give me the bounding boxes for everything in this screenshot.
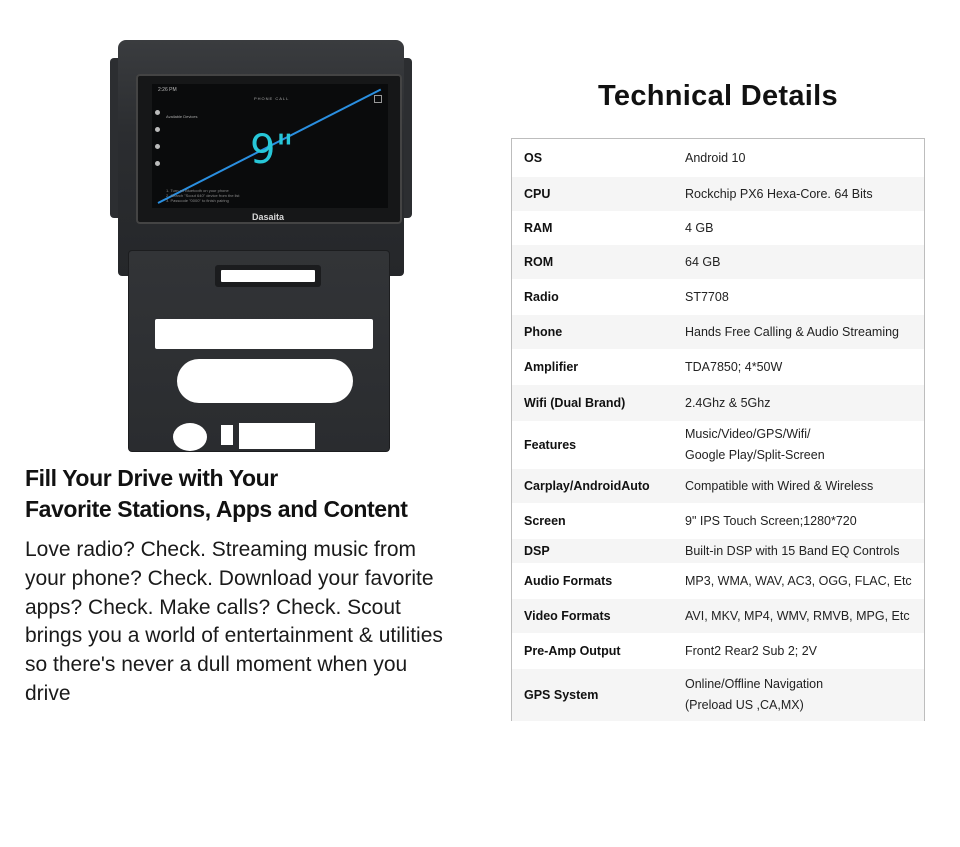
spec-key: Screen	[524, 514, 566, 528]
spec-value	[685, 218, 921, 239]
knob-cutout	[177, 359, 353, 403]
spec-key: ROM	[524, 255, 554, 269]
spec-row	[512, 245, 924, 279]
headline-line-2: Favorite Stations, Apps and Content	[25, 496, 408, 522]
spec-value	[685, 674, 921, 716]
spec-row	[512, 385, 924, 421]
spec-value	[685, 252, 921, 273]
spec-row	[512, 315, 924, 349]
spec-row	[512, 563, 924, 599]
spec-value-line: Rockchip PX6 Hexa-Core. 64 Bits	[685, 186, 873, 201]
spec-key: Amplifier	[524, 360, 579, 374]
spec-row	[512, 633, 924, 669]
spec-value-line: Android 10	[685, 150, 746, 165]
spec-value-line: 2.4Ghz & 5Ghz	[685, 395, 771, 410]
spec-value-line: AVI, MKV, MP4, WMV, RMVB, MPG, Etc	[685, 608, 910, 623]
spec-table	[511, 138, 925, 721]
screen-size-label: 9"	[250, 127, 294, 173]
spec-row	[512, 177, 924, 211]
spec-key: Carplay/AndroidAuto	[524, 479, 650, 493]
spec-key: Features	[524, 438, 577, 452]
spec-row	[512, 539, 924, 563]
spec-value	[685, 357, 921, 378]
spec-key: Pre-Amp Output	[524, 644, 621, 658]
screen-instructions	[166, 188, 240, 203]
spec-key: Radio	[524, 290, 559, 304]
spec-value-line: TDA7850; 4*50W	[685, 359, 783, 374]
spec-row	[512, 349, 924, 385]
spec-value-line: Online/Offline Navigation	[685, 677, 824, 691]
spec-value-line: 64 GB	[685, 254, 721, 269]
climate-panel-frame	[128, 250, 390, 452]
marketing-body: Love radio? Check. Streaming music from your phone? Check. Download your favorite apps? Check. Make calls? Check. Scout brings you a world of entertainment & utilities so there's never a dull moment when you drive	[25, 538, 443, 705]
minus-icon	[155, 161, 160, 166]
button-cutout	[155, 319, 373, 349]
spec-row	[512, 279, 924, 315]
head-unit-bezel	[118, 40, 404, 276]
round-cutout	[173, 423, 207, 451]
spec-value-line: Front2 Rear2 Sub 2; 2V	[685, 643, 818, 658]
spec-key: Audio Formats	[524, 574, 613, 588]
head-unit-screen	[152, 84, 388, 208]
music-icon	[155, 127, 160, 132]
screen-devices-label: Available Devices	[166, 114, 198, 119]
spec-key: DSP	[524, 544, 550, 558]
spec-key: Video Formats	[524, 609, 611, 623]
brand-logo: Dasaita	[252, 212, 285, 222]
spec-row	[512, 421, 924, 469]
plus-icon	[155, 144, 160, 149]
headline-line-1: Fill Your Drive with Your	[25, 465, 278, 491]
spec-value-line: Music/Video/GPS/Wifi/	[685, 427, 811, 441]
spec-row	[512, 503, 924, 539]
screen-frame	[136, 74, 402, 224]
spec-value-line: 9" IPS Touch Screen;1280*720	[685, 513, 857, 528]
spec-value	[685, 287, 921, 308]
spec-value	[685, 322, 921, 343]
spec-value	[685, 148, 921, 169]
spec-value-line: Google Play/Split-Screen	[685, 448, 825, 462]
grid-icon	[374, 95, 382, 103]
spec-key: RAM	[524, 221, 553, 235]
spec-key: GPS System	[524, 688, 599, 702]
product-image	[110, 38, 412, 458]
spec-value	[685, 541, 921, 562]
spec-row	[512, 139, 924, 177]
screen-side-icons	[155, 110, 163, 178]
spec-value	[685, 641, 921, 662]
screen-instruction-3: 3. Passcode "0000" to finish pairing	[166, 198, 229, 203]
spec-value	[685, 511, 921, 532]
spec-value	[685, 476, 921, 497]
spec-value	[685, 424, 921, 466]
home-icon	[155, 110, 160, 115]
screen-time: 2:26 PM	[158, 87, 177, 93]
spec-value	[685, 571, 921, 592]
spec-value-line: MP3, WMA, WAV, AC3, OGG, FLAC, Etc	[685, 573, 912, 588]
spec-value-line: Compatible with Wired & Wireless	[685, 478, 874, 493]
screen-call-label: PHONE CALL	[254, 96, 290, 101]
marketing-headline	[25, 463, 455, 525]
spec-value	[685, 606, 921, 627]
spec-row	[512, 469, 924, 503]
spec-key: Wifi (Dual Brand)	[524, 396, 626, 410]
spec-value-line: (Preload US ,CA,MX)	[685, 698, 804, 712]
spec-value	[685, 184, 921, 205]
spec-value-line: 4 GB	[685, 220, 714, 235]
spec-value	[685, 393, 921, 414]
screen-instruction-2: 2. Search "Scout 640" device from the list	[166, 193, 240, 198]
tech-details-title: Technical Details	[598, 80, 838, 112]
spec-row	[512, 599, 924, 633]
spec-key: OS	[524, 151, 543, 165]
rect-cutout	[239, 423, 315, 449]
spec-key: Phone	[524, 325, 563, 339]
vent-cutout	[215, 265, 321, 287]
spec-row	[512, 669, 924, 721]
spec-value-line: Built-in DSP with 15 Band EQ Controls	[685, 543, 900, 558]
spec-row	[512, 211, 924, 245]
spec-key: CPU	[524, 187, 551, 201]
spec-value-line: ST7708	[685, 289, 729, 304]
small-cutout	[221, 425, 233, 445]
screen-instruction-1: 1. Turn on Bluetooth on your phone	[166, 188, 229, 193]
spec-value-line: Hands Free Calling & Audio Streaming	[685, 324, 900, 339]
